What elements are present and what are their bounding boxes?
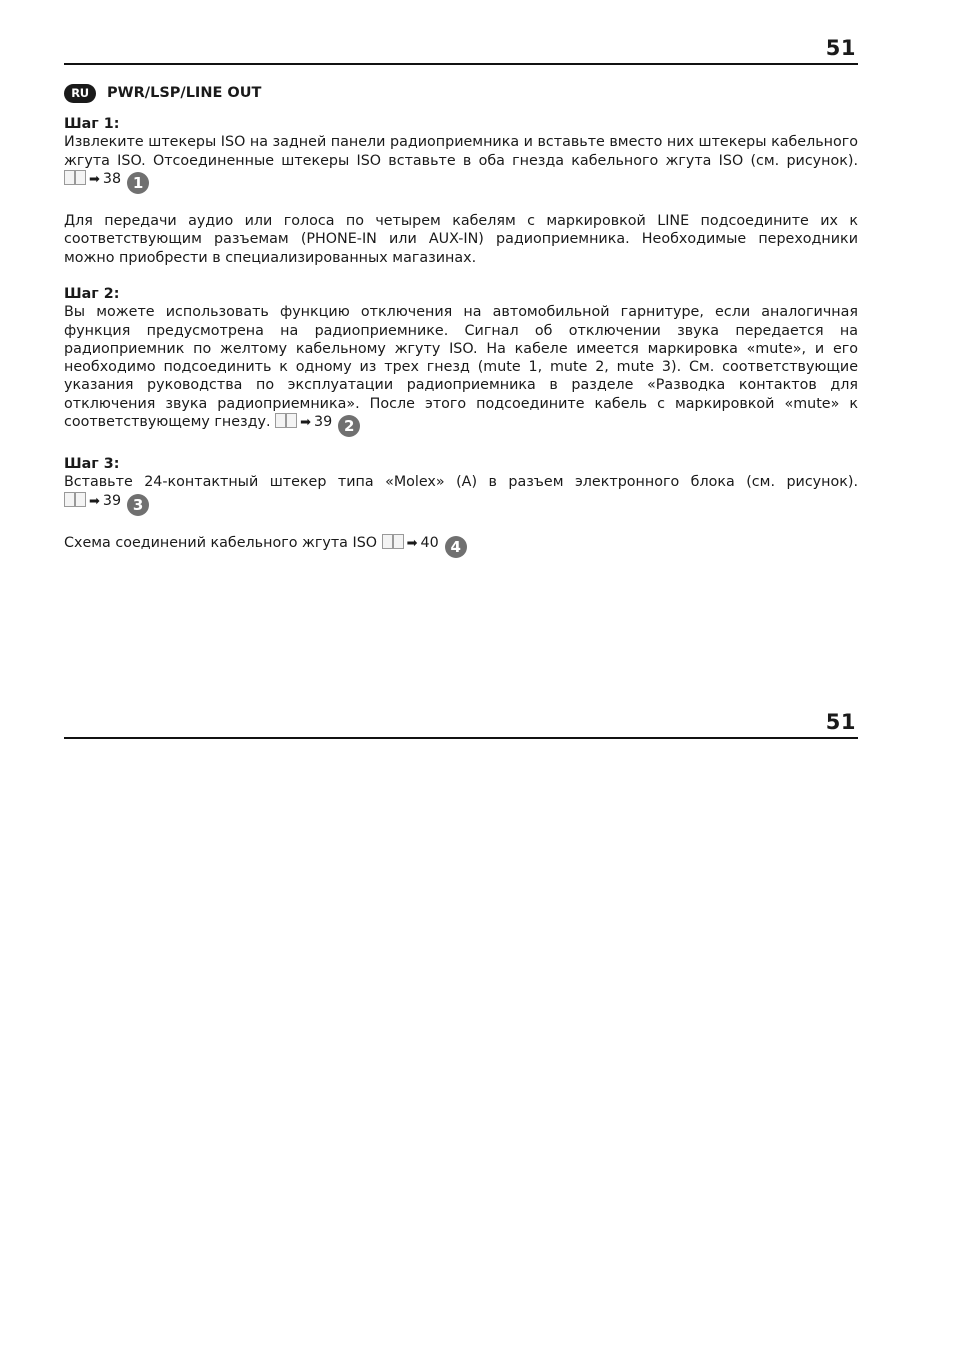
step-2: [64, 285, 858, 437]
section-heading: [64, 81, 858, 105]
step-3-text: [64, 473, 858, 515]
page-content: [64, 81, 858, 576]
step-2-text: [64, 303, 858, 437]
step-3-title: Шаг 3:: [64, 456, 120, 473]
header-rule: [64, 63, 858, 65]
book-icon: [275, 413, 297, 427]
step-3-body: Вставьте 24-контактный штекер типа «Molex» (A) в разъем электронного блока (см. рисунок).: [64, 474, 858, 491]
step-1-title: Шаг 1:: [64, 116, 120, 132]
step-1-reference: [64, 170, 149, 192]
figure-number-badge: 2: [338, 415, 360, 437]
ref-page: 39: [314, 414, 333, 431]
footer-rule: [64, 737, 858, 739]
arrow-right-icon: ➡: [89, 171, 100, 187]
arrow-right-icon: ➡: [406, 535, 418, 551]
step-3: [64, 455, 858, 516]
step-1-body: Извлеките штекеры ISO на задней панели радиоприемника и вставьте вместо них штекеры кабельного жгута ISO. Отсоединенные штекеры ISO вставьте в оба гнезда кабельного жгута ISO (см. рисунок).: [64, 134, 858, 169]
step-1-text: [64, 133, 858, 194]
line-out-paragraph: [64, 212, 858, 267]
scheme-body: Схема соединений кабельного жгута ISO: [64, 534, 378, 551]
line-out-text: Для передачи аудио или голоса по четырем кабелям с маркировкой LINE подсоедините их к соответствующим разъемам (PHONE-IN или AUX-IN) радиоприемника. Необходимые переходники можно приобрести в специализированных магазинах.: [64, 213, 858, 266]
section-title: PWR/LSP/LINE OUT: [107, 84, 262, 101]
step-1: [64, 115, 858, 194]
ref-page: 38: [102, 170, 122, 187]
step-2-reference: [275, 414, 360, 436]
arrow-right-icon: ➡: [300, 415, 311, 431]
step-2-title: Шаг 2:: [64, 285, 120, 302]
figure-number-badge: 1: [127, 172, 149, 194]
page-number-bottom: 51: [825, 710, 856, 734]
arrow-right-icon: ➡: [89, 493, 100, 509]
book-icon: [64, 170, 86, 184]
book-icon: [382, 534, 404, 548]
step-2-body: Вы можете использовать функцию отключения на автомобильной гарнитуре, если аналогичная функция предусмотрена на радиоприемнике. Сигнал об отключении звука передается на радиоприемник по желтому кабельному жгуту ISO. На кабеле имеется маркировка «mute», и его необходимо подсоединить к одному из трех гнезд (mute 1, mute 2, mute 3). См. соответствующие указания руководства по эксплуатации радиоприемника в разделе «Разводка контактов для отключения звука радиоприемника». После этого подсоедините кабель с маркировкой «mute» к соответствующему гнезду.: [64, 304, 858, 431]
scheme-reference: [382, 534, 467, 556]
ref-page: 40: [420, 534, 439, 551]
language-badge: RU: [64, 84, 96, 103]
ref-page: 39: [102, 492, 122, 509]
figure-number-badge: 4: [445, 536, 467, 558]
step-3-reference: [64, 492, 149, 514]
scheme-text: [64, 534, 858, 558]
page-number-top: 51: [825, 36, 856, 60]
book-icon: [64, 492, 86, 506]
figure-number-badge: 3: [127, 494, 149, 516]
scheme-line: [64, 534, 858, 558]
